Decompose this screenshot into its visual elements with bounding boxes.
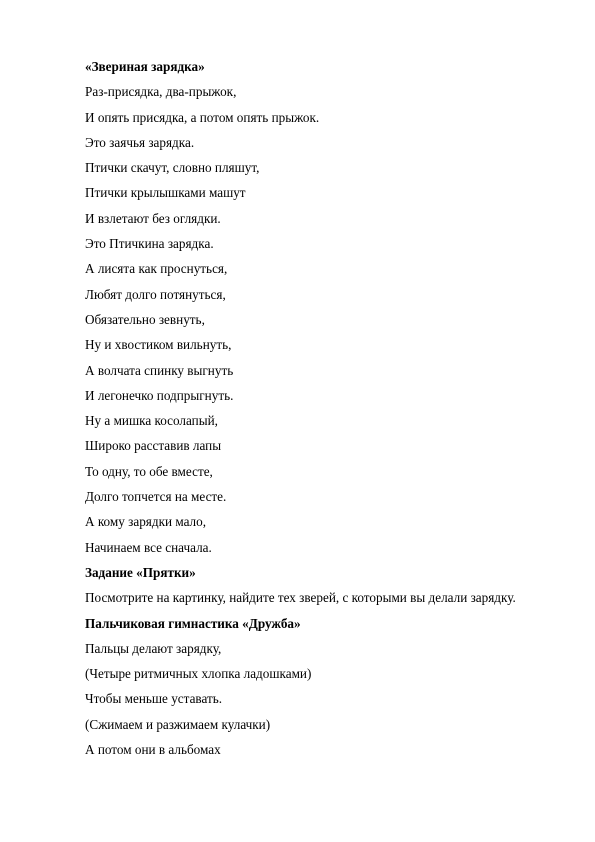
text-line: А кому зарядки мало, bbox=[85, 514, 207, 530]
text-line: То одну, то обе вместе, bbox=[85, 463, 213, 479]
text-line: А потом они в альбомах bbox=[85, 742, 221, 758]
text-line: Ну и хвостиком вильнуть, bbox=[85, 337, 232, 353]
text-line: Птички скачут, словно пляшут, bbox=[85, 160, 260, 176]
document-body bbox=[85, 57, 565, 765]
text-line: А волчата спинку выгнуть bbox=[85, 362, 234, 378]
section-heading: «Звериная зарядка» bbox=[85, 59, 205, 74]
section-heading: Пальчиковая гимнастика «Дружба» bbox=[85, 615, 301, 631]
section-heading: Задание «Прятки» bbox=[85, 564, 196, 580]
text-line: (Сжимаем и разжимаем кулачки) bbox=[85, 716, 271, 732]
text-line: Начинаем все сначала. bbox=[85, 539, 212, 555]
text-line: Ну а мишка косолапый, bbox=[85, 413, 218, 429]
text-line: Обязательно зевнуть, bbox=[85, 311, 205, 327]
text-line: Широко расставив лапы bbox=[85, 438, 222, 454]
text-line: А лисята как проснуться, bbox=[85, 261, 228, 277]
text-line: Это заячья зарядка. bbox=[85, 134, 195, 150]
text-line: И взлетают без оглядки. bbox=[85, 210, 221, 226]
text-line: Посмотрите на картинку, найдите тех зверей, с которыми вы делали зарядку. bbox=[85, 590, 516, 606]
text-line: И опять присядка, а потом опять прыжок. bbox=[85, 109, 320, 125]
text-line: Раз-присядка, два-прыжок, bbox=[85, 84, 237, 100]
text-line: Долго топчется на месте. bbox=[85, 489, 227, 505]
text-line: Чтобы меньше уставать. bbox=[85, 691, 223, 707]
text-line: Птички крылышками машут bbox=[85, 185, 246, 201]
text-line: Любят долго потянуться, bbox=[85, 286, 226, 302]
text-line: (Четыре ритмичных хлопка ладошками) bbox=[85, 666, 312, 682]
text-line: Пальцы делают зарядку, bbox=[85, 640, 222, 656]
text-line: И легонечко подпрыгнуть. bbox=[85, 387, 234, 403]
text-line: Это Птичкина зарядка. bbox=[85, 236, 214, 252]
